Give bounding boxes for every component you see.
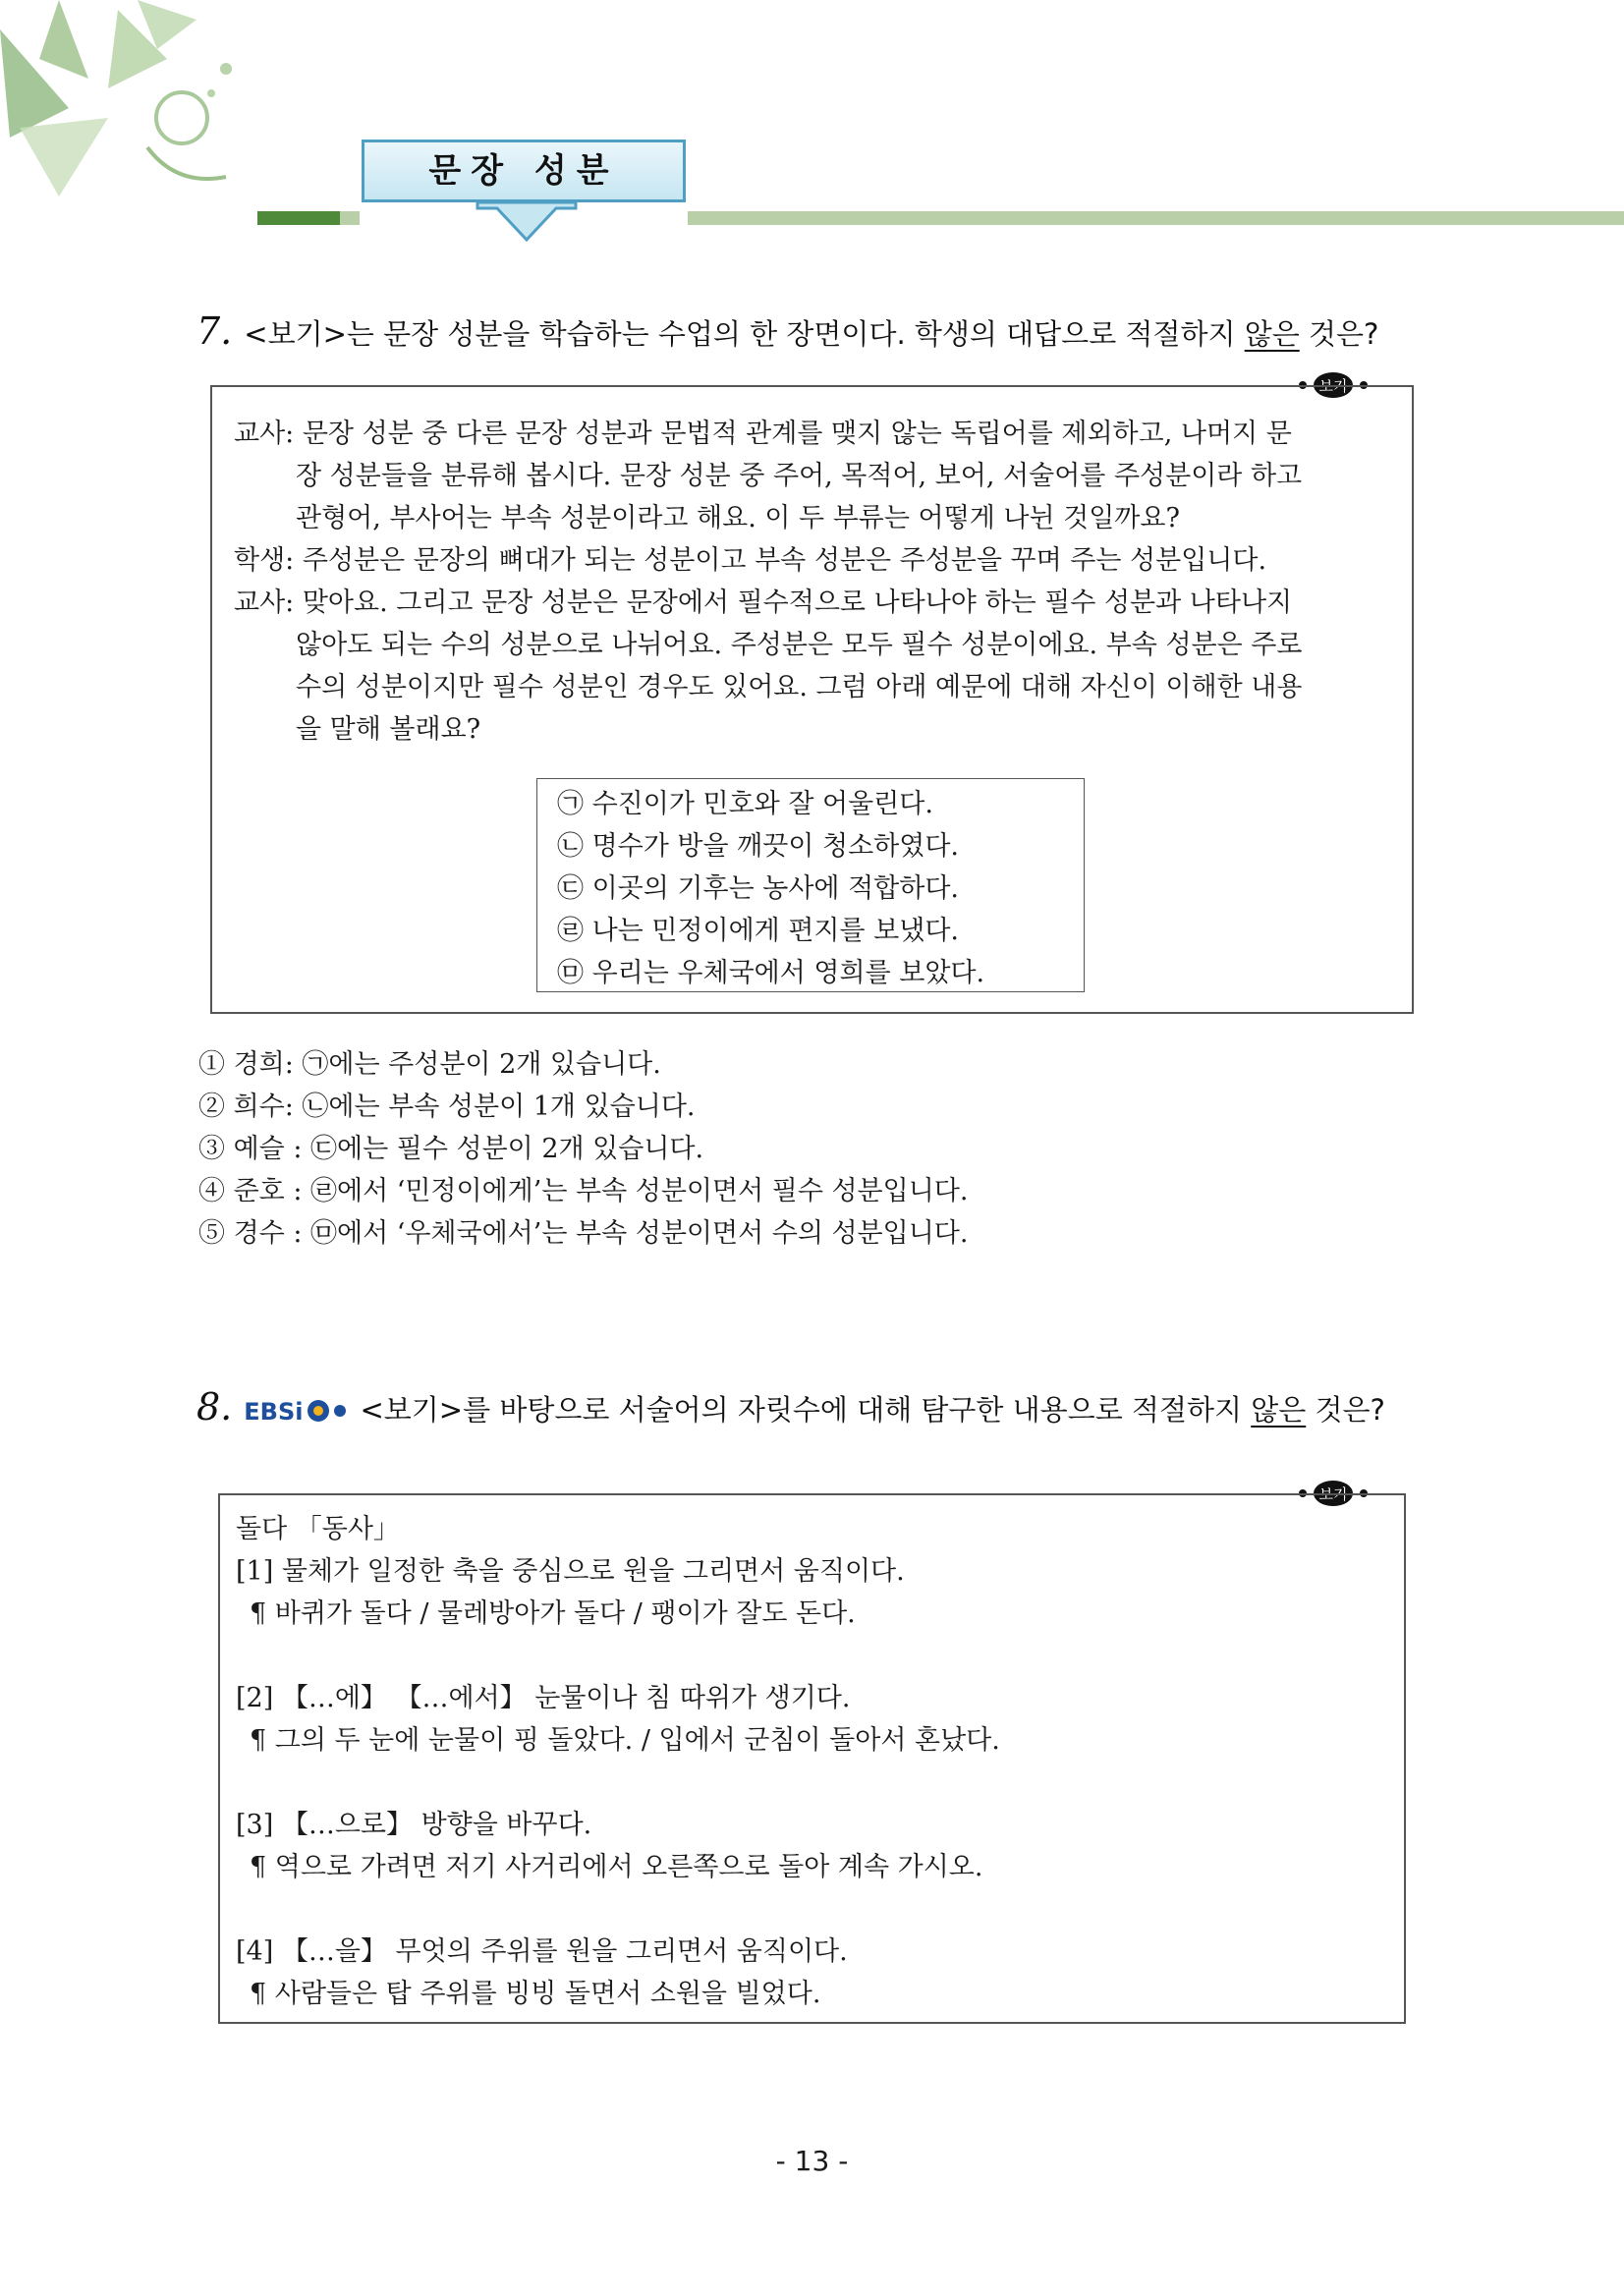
sense-example: ¶ 그의 두 눈에 눈물이 핑 돌았다. / 입에서 군침이 돌아서 혼났다.	[250, 1725, 1000, 1756]
example-sentences	[536, 778, 1085, 992]
question-7-stem: 7. <보기>는 문장 성분을 학습하는 수업의 한 장면이다. 학생의 대답으로 적절하지 않은 것은?	[196, 309, 1379, 353]
example-item: ㉤ 우리는 우체국에서 영희를 보았다.	[557, 958, 985, 988]
bogi-label: 보기	[1318, 1485, 1348, 1503]
dictionary-entry	[236, 1508, 1000, 2015]
example-item: ㉠ 수진이가 민호와 잘 어울린다.	[557, 789, 933, 819]
choice-3[interactable]: ③ 예슬 : ㉢에는 필수 성분이 2개 있습니다.	[198, 1134, 704, 1164]
question-8-stem: 8. EBSi <보기>를 바탕으로 서술어의 자릿수에 대해 탐구한 내용으로 적절하지 않은 것은?	[196, 1385, 1385, 1428]
sense-definition: [2] 【…에】 【…에서】 눈물이나 침 따위가 생기다.	[236, 1683, 851, 1713]
dialogue: 교사: 문장 성분 중 다른 문장 성분과 문법적 관계를 맺지 않는 독립어를 제외하고, 나머지 문 장 성분들을 분류해 봅시다. 문장 성분 중 주어, 목적어, 보어, 서술어를 주성분이라 하고 관형어, 부사어는 부속 성분이라고 해요. 이 두 부류는 어떻게 나뉜 것일까요? 학생: 주성분은 문장의 뼈대가 되는 성분이고 부속 성분은 주성분을 꾸며 주는 성분입니다. 교사: 맞아요. 그리고 문장 성분은 문장에서 필수적으로 나타나야 하는 필수 성분과 나타나지 않아도 되는 수의 성분으로 나뉘어요. 주성분은 모두 필수 성분이에요. 부속 성분은 주로 수의 성분이지만 필수 성분인 경우도 있어요. 그럼 아래 예문에 대해 자신이 이해한 내용 을 말해 볼래요?	[234, 419, 1303, 745]
sense-example: ¶ 역으로 가려면 저기 사거리에서 오른쪽으로 돌아 계속 가시오.	[250, 1852, 983, 1882]
arrow-down-icon	[470, 202, 584, 242]
section-title: 문장 성분	[362, 140, 686, 202]
header-rule-light	[340, 211, 360, 225]
choice-4[interactable]: ④ 준호 : ㉣에서 ‘민정이에게’는 부속 성분이면서 필수 성분입니다.	[198, 1176, 969, 1206]
choice-5[interactable]: ⑤ 경수 : ㉤에서 ‘우체국에서’는 부속 성분이면서 수의 성분입니다.	[198, 1218, 969, 1249]
header-rule-dark	[257, 211, 340, 225]
headword: 돌다 「동사」	[236, 1514, 400, 1544]
choices-q7	[198, 1043, 968, 1255]
question-number: 7.	[196, 309, 233, 353]
emphasis: 않은	[1251, 1393, 1307, 1427]
question-number: 8.	[196, 1385, 233, 1428]
sense-definition: [3] 【…으로】 방향을 바꾸다.	[236, 1810, 592, 1840]
bogi-label: 보기	[1318, 377, 1348, 395]
emphasis: 않은	[1244, 317, 1300, 351]
sense-example: ¶ 바퀴가 돌다 / 물레방아가 돌다 / 팽이가 잘도 돈다.	[250, 1598, 856, 1629]
example-item: ㉣ 나는 민정이에게 편지를 보냈다.	[557, 916, 959, 946]
header-rule	[688, 211, 1624, 225]
sense-definition: [1] 물체가 일정한 축을 중심으로 원을 그리면서 움직이다.	[236, 1556, 905, 1587]
sense-example: ¶ 사람들은 탑 주위를 빙빙 돌면서 소원을 빌었다.	[250, 1979, 821, 2009]
choice-1[interactable]: ① 경희: ㉠에는 주성분이 2개 있습니다.	[198, 1049, 661, 1080]
sense-definition: [4] 【…을】 무엇의 주위를 원을 그리면서 움직이다.	[236, 1936, 848, 1967]
page-number: - 13 -	[775, 2145, 849, 2177]
ebsi-logo: EBSi	[244, 1398, 304, 1426]
example-item: ㉢ 이곳의 기후는 농사에 적합하다.	[557, 873, 959, 904]
ebs-mark-icon	[307, 1398, 350, 1424]
choice-2[interactable]: ② 희수: ㉡에는 부속 성분이 1개 있습니다.	[198, 1092, 696, 1122]
example-item: ㉡ 명수가 방을 깨끗이 청소하였다.	[557, 831, 959, 862]
floral-decoration-icon	[0, 0, 255, 226]
